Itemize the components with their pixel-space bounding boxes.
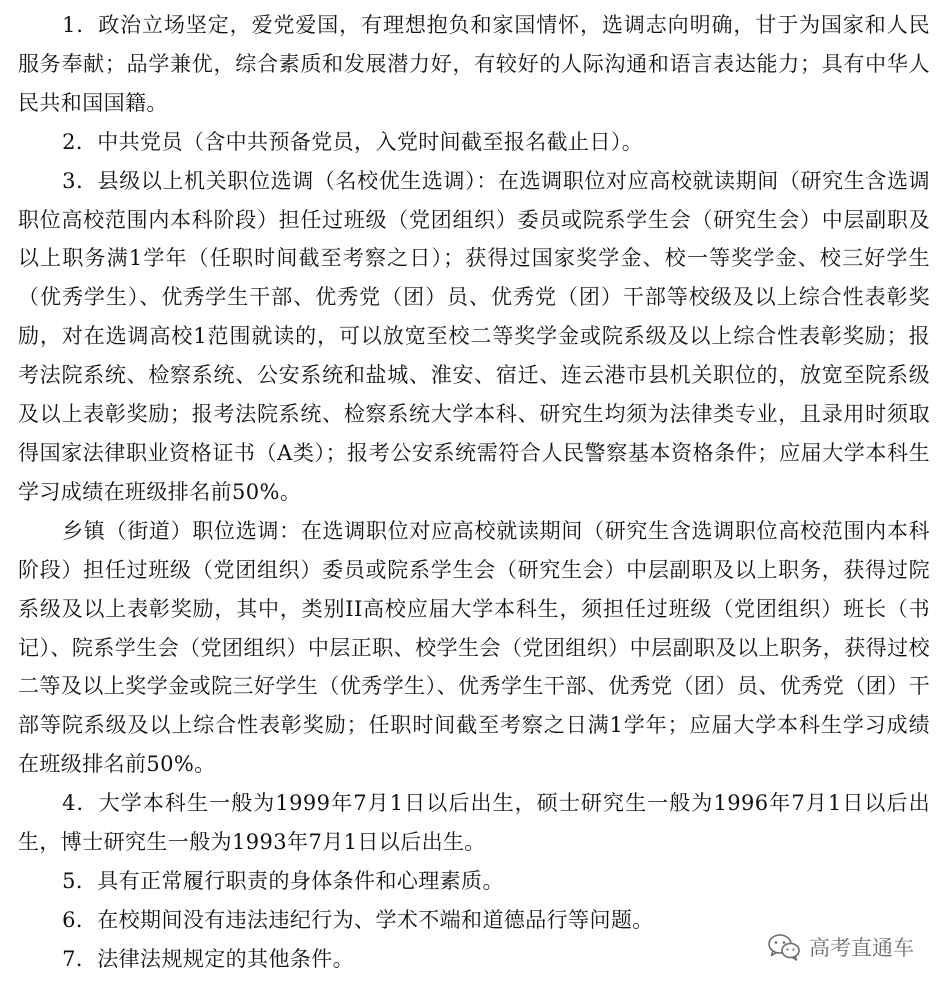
- paragraph-township-level: 乡镇（街道）职位选调：在选调职位对应高校就读期间（研究生含选调职位高校范围内本科阶段）担任过班级（党团组织）委员或院系学生会（研究生会）中层副职及以上职务，获得过院系级及以上表彰奖励，其中，类别II高校应届大学本科生，须担任过班级（党团组织）班长（书记）、院系学生会（党团组织）中层正职、校学生会（党团组织）中层副职及以上职务，获得过校二等及以上奖学金或院三好学生（优秀学生）、优秀学生干部、优秀党（团）员、优秀党（团）干部等院系级及以上综合性表彰奖励；任职时间截至考察之日满1学年；应届大学本科生学习成绩在班级排名前50%。: [18, 518, 930, 777]
- paragraph-3-county-level: 3．县级以上机关职位选调（名校优生选调）：在选调职位对应高校就读期间（研究生含选调职位高校范围内本科阶段）担任过班级（党团组织）委员或院系学生会（研究生会）中层副职及以上职务满1学年（任职时间截至考察之日）；获得过国家奖学金、校一等奖学金、校三好学生（优秀学生）、优秀学生干部、优秀党（团）员、优秀党（团）干部等校级及以上综合性表彰奖励，对在选调高校1范围就读的，可以放宽至校二等奖学金或院系级及以上综合性表彰奖励；报考法院系统、检察系统、公安系统和盐城、淮安、宿迁、连云港市县机关职位的，放宽至院系级及以上表彰奖励；报考法院系统、检察系统大学本科、研究生均须为法律类专业，且录用时须取得国家法律职业资格证书（A类）；报考公安系统需符合人民警察基本资格条件；应届大学本科生学习成绩在班级排名前50%。: [18, 168, 930, 504]
- watermark: [763, 930, 918, 964]
- wechat-icon: [767, 933, 801, 961]
- paragraph-5-health: 5．具有正常履行职责的身体条件和心理素质。: [62, 868, 504, 893]
- paragraph-1-political: 1．政治立场坚定，爱党爱国，有理想抱负和家国情怀，选调志向明确，甘于为国家和人民服务奉献；品学兼优，综合素质和发展潜力好，有较好的人际沟通和语言表达能力；具有中华人民共和国国籍。: [18, 13, 930, 115]
- document-body: [18, 6, 930, 979]
- paragraph-2-party-member: 2．中共党员（含中共预备党员，入党时间截至报名截止日）。: [62, 129, 644, 154]
- paragraph-6-conduct: 6．在校期间没有违法违纪行为、学术不端和道德品行等问题。: [62, 907, 654, 932]
- watermark-text: 高考直通车: [809, 936, 914, 960]
- paragraph-4-birth-date: 4．大学本科生一般为1999年7月1日以后出生，硕士研究生一般为1996年7月1日以后出生，博士研究生一般为1993年7月1日以后出生。: [18, 791, 930, 855]
- paragraph-7-other: 7．法律法规规定的其他条件。: [62, 946, 355, 971]
